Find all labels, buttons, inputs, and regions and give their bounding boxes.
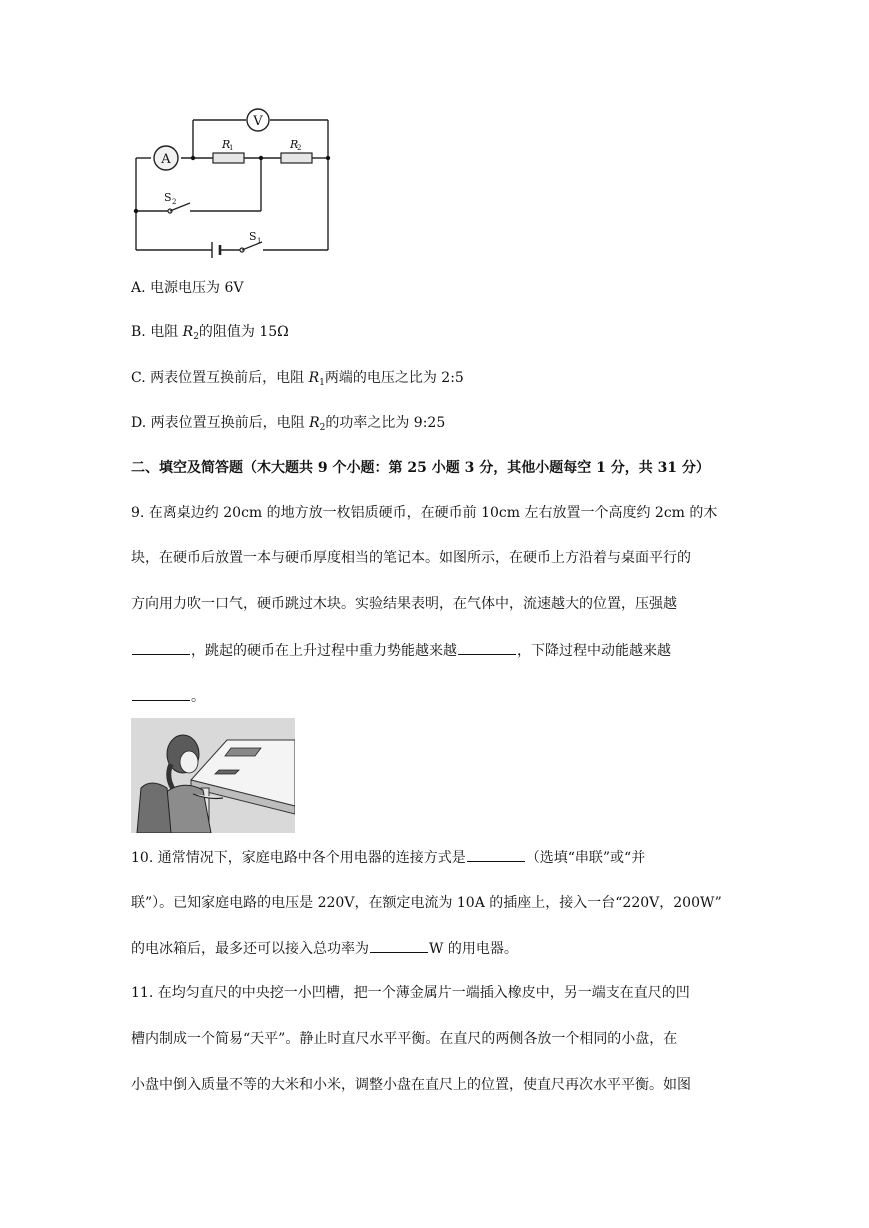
- svg-text:2: 2: [297, 144, 302, 152]
- circuit-diagram: [128, 104, 338, 260]
- coin-experiment-illustration: [131, 718, 295, 833]
- svg-text:R: R: [290, 138, 299, 151]
- switch-s1: [240, 230, 262, 252]
- q9-line-5: 。: [131, 686, 205, 707]
- svg-text:A: A: [161, 152, 171, 167]
- answer-blank[interactable]: [132, 686, 190, 701]
- q11-line-3: 小盘中倒入质量不等的大米和小米，调整小盘在直尺上的位置，使直尺再次水平平衡。如图: [131, 1077, 691, 1093]
- svg-text:S: S: [164, 191, 172, 204]
- q9-line-3: 方向用力吹一口气，硬币跳过木块。实验结果表明，在气体中，流速越大的位置，压强越: [131, 596, 677, 612]
- q10-line-3: 的电冰箱后，最多还可以接入总功率为 W 的用电器。: [131, 938, 518, 959]
- resistor-r2: [281, 138, 312, 163]
- q9-line-2: 块，在硬币后放置一本与硬币厚度相当的笔记本。如图所示，在硬币上方沿着与桌面平行的: [131, 550, 691, 566]
- q11-line-1: 11. 在均匀直尺的中央挖一小凹槽，把一个薄金属片一端插入橡皮中，另一端支在直尺的凹: [131, 985, 690, 1001]
- q9-line-4: ，跳起的硬币在上升过程中重力势能越来越 ，下降过程中动能越来越: [131, 640, 671, 661]
- option-c: C. 两表位置互换前后，电阻 $R_1$两端的电压之比为 2:5: [131, 370, 464, 388]
- svg-text:1: 1: [229, 144, 234, 152]
- svg-text:2: 2: [172, 198, 177, 206]
- answer-blank[interactable]: [458, 640, 516, 655]
- option-a: A. 电源电压为 6V: [131, 280, 244, 296]
- svg-text:S: S: [249, 230, 257, 243]
- svg-text:R: R: [222, 138, 231, 151]
- switch-s2: [164, 191, 190, 213]
- answer-blank[interactable]: [132, 640, 190, 655]
- q10-line-1: 10. 通常情况下，家庭电路中各个用电器的连接方式是 （选填“串联”或“并: [131, 847, 645, 868]
- voltmeter-symbol: [247, 109, 269, 131]
- svg-text:V: V: [253, 114, 263, 129]
- section-heading: 二、填空及简答题（木大题共 9 个小题：第 25 小题 3 分，其他小题每空 1 分，共 31 分）: [131, 460, 710, 476]
- option-d: D. 两表位置互换前后，电阻 $R_2$的功率之比为 9:25: [131, 415, 446, 433]
- q11-line-2: 槽内制成一个简易“天平”。静止时直尺水平平衡。在直尺的两侧各放一个相同的小盘，在: [131, 1031, 678, 1047]
- answer-blank[interactable]: [370, 938, 428, 953]
- ammeter-symbol: [154, 146, 178, 170]
- svg-text:1: 1: [257, 237, 262, 245]
- battery-symbol: [212, 242, 220, 258]
- option-b: B. 电阻 $R_2$的阻值为 15Ω: [131, 324, 289, 342]
- q10-line-2: 联”）。已知家庭电路的电压是 220V，在额定电流为 10A 的插座上，接入一台“220V，200W”: [131, 895, 722, 911]
- resistor-r1: [213, 138, 244, 163]
- q9-line-1: 9. 在离桌边约 20cm 的地方放一枚铝质硬币，在硬币前 10cm 左右放置一个高度约 2cm 的木: [131, 505, 718, 521]
- answer-blank[interactable]: [467, 847, 525, 862]
